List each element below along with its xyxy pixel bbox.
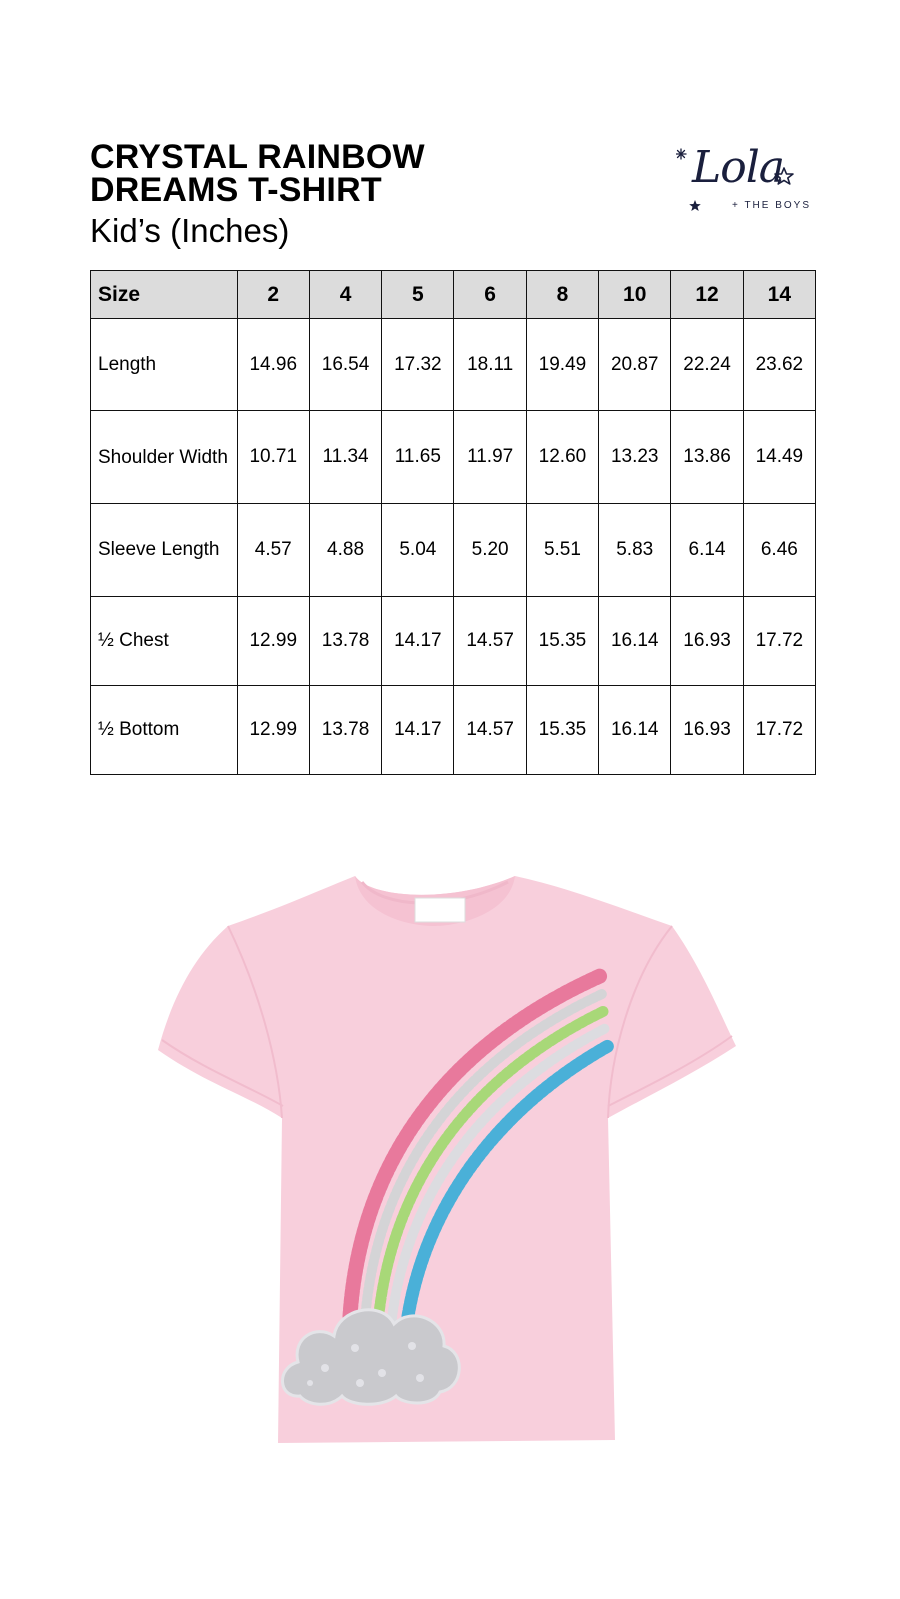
row-label: Length [91,319,238,411]
table-cell: 18.11 [454,319,526,411]
table-cell: 14.96 [237,319,309,411]
table-cell: 5.51 [526,504,598,597]
table-cell: 14.17 [382,686,454,775]
table-cell: 13.86 [671,411,743,504]
table-cell: 16.93 [671,686,743,775]
table-cell: 5.83 [599,504,671,597]
table-row [91,319,816,411]
row-label: ½ Chest [91,597,238,686]
table-row [91,597,816,686]
title-line-1: CRYSTAL RAINBOW [90,138,425,176]
table-cell: 12.99 [237,597,309,686]
column-header: 6 [454,271,526,319]
table-cell: 23.62 [743,319,815,411]
table-cell: 13.78 [309,597,381,686]
table-cell: 4.88 [309,504,381,597]
tshirt-illustration [150,868,750,1478]
table-cell: 10.71 [237,411,309,504]
table-cell: 19.49 [526,319,598,411]
table-cell: 15.35 [526,686,598,775]
table-row [91,411,816,504]
table-cell: 20.87 [599,319,671,411]
table-cell: 14.57 [454,686,526,775]
table-header-row [91,271,816,319]
column-header: 2 [237,271,309,319]
size-unit-subtitle: Kid’s (Inches) [90,212,290,249]
column-header: 4 [309,271,381,319]
table-cell: 11.97 [454,411,526,504]
table-cell: 13.23 [599,411,671,504]
column-header: 8 [526,271,598,319]
size-chart-table [90,270,816,775]
table-cell: 12.99 [237,686,309,775]
table-cell: 22.24 [671,319,743,411]
table-cell: 12.60 [526,411,598,504]
table-cell: 15.35 [526,597,598,686]
brand-logo [676,140,816,224]
table-cell: 14.17 [382,597,454,686]
row-label: ½ Bottom [91,686,238,775]
table-cell: 14.57 [454,597,526,686]
table-cell: 5.04 [382,504,454,597]
row-label: Sleeve Length [91,504,238,597]
column-header: 14 [743,271,815,319]
column-header: Size [91,271,238,319]
product-image [150,868,750,1478]
table-row [91,686,816,775]
logo-tagline: + THE BOYS [732,200,812,211]
table-cell: 6.46 [743,504,815,597]
column-header: 10 [599,271,671,319]
row-label: Shoulder Width [91,411,238,504]
table-cell: 13.78 [309,686,381,775]
tshirt-tag [415,898,465,922]
table-cell: 16.54 [309,319,381,411]
table-cell: 6.14 [671,504,743,597]
product-title [90,138,425,209]
table-cell: 16.93 [671,597,743,686]
column-header: 12 [671,271,743,319]
table-cell: 17.72 [743,686,815,775]
column-header: 5 [382,271,454,319]
table-cell: 14.49 [743,411,815,504]
table-cell: 5.20 [454,504,526,597]
table-row [91,504,816,597]
table-cell: 17.32 [382,319,454,411]
table-cell: 16.14 [599,597,671,686]
table-cell: 17.72 [743,597,815,686]
table-cell: 11.34 [309,411,381,504]
table-cell: 11.65 [382,411,454,504]
logo-wordmark: Lola [692,142,785,193]
table-cell: 16.14 [599,686,671,775]
title-line-2: DREAMS T-SHIRT [90,171,382,209]
table-cell: 4.57 [237,504,309,597]
